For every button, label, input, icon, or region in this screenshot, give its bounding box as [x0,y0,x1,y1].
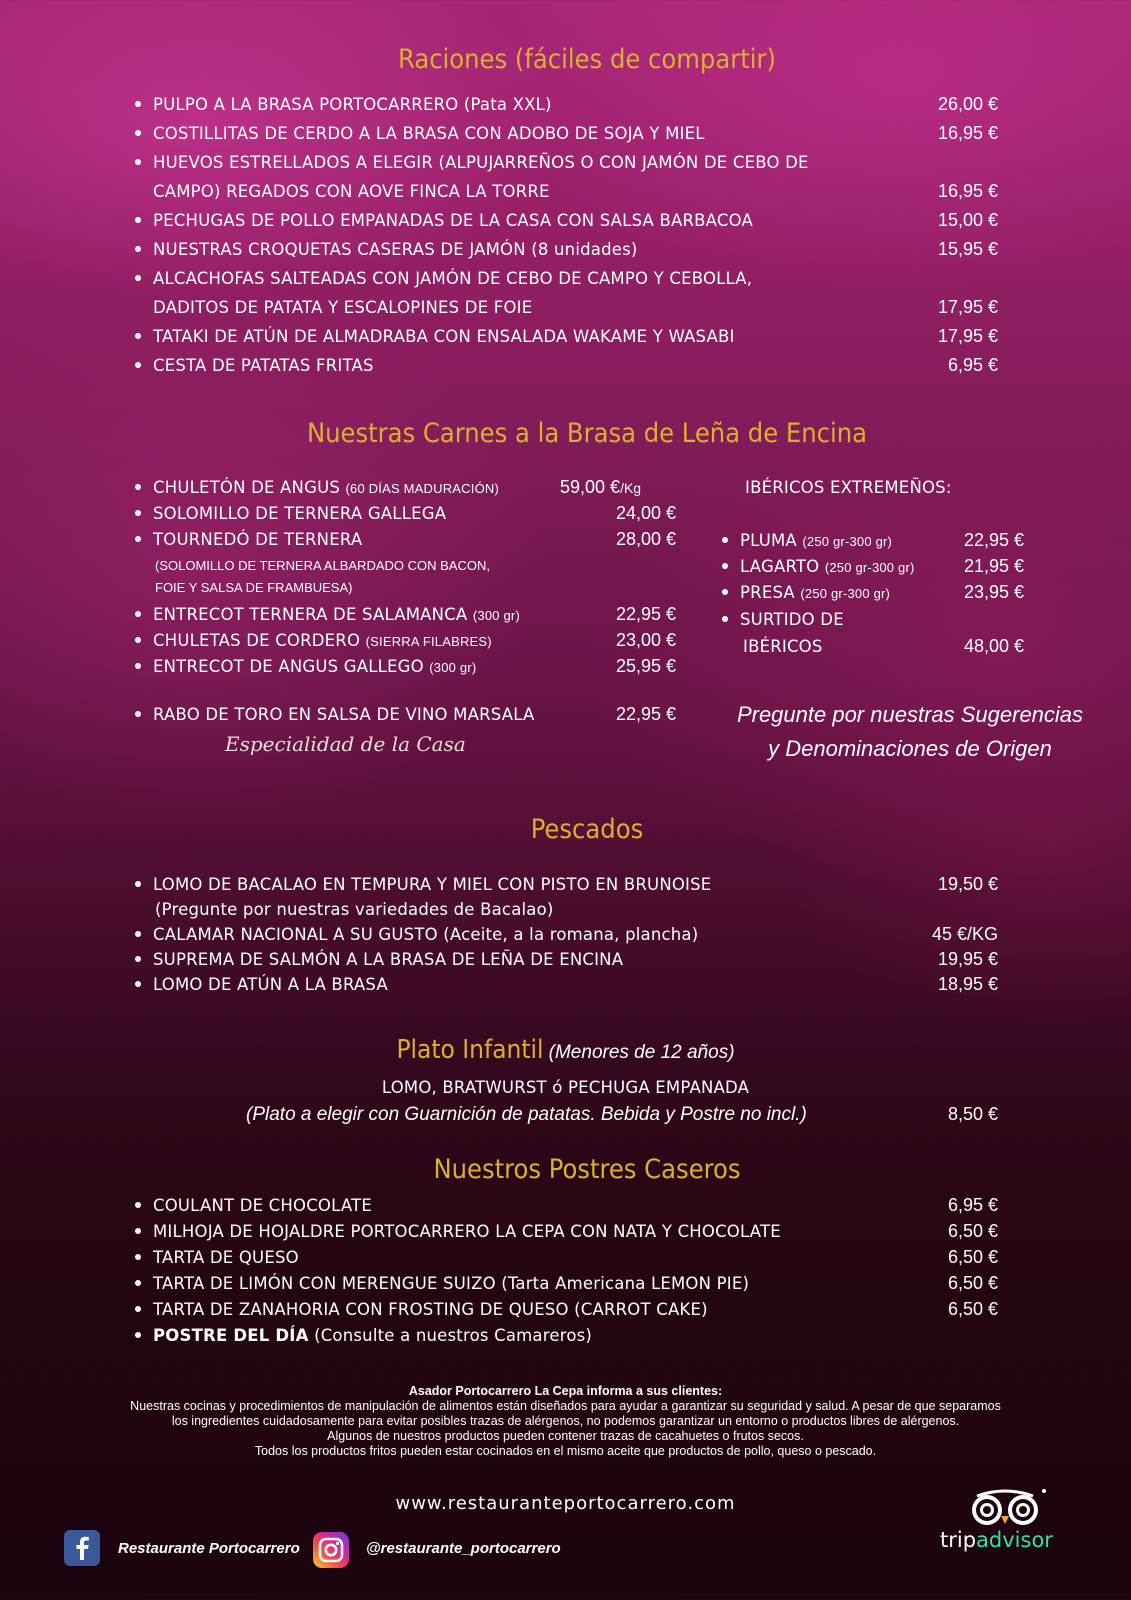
item-price: 18,95 € [937,974,998,994]
item-price: 48,00 € [963,636,1024,656]
facebook-icon[interactable] [64,1530,100,1566]
list-item: ENTRECOT DE ANGUS GALLEGO (300 gr) [135,657,476,676]
bullet-icon [135,1332,141,1338]
list-item-continued: DADITOS DE PATATA Y ESCALOPINES DE FOIE [153,298,533,317]
item-price: 26,00 € [937,94,998,114]
item-price: 16,95 € [937,181,998,201]
list-item: LOMO DE BACALAO EN TEMPURA Y MIEL CON PISTO EN BRUNOISE [135,875,711,894]
infantil-line-1: LOMO, BRATWURST ó PECHUGA EMPANADA [381,1078,750,1097]
facebook-handle[interactable]: Restaurante Portocarrero [118,1540,300,1557]
list-item: TOURNEDÓ DE TERNERA [135,530,362,549]
bullet-icon [135,931,141,937]
item-price: 17,95 € [937,297,998,317]
bullet-icon [135,881,141,887]
instagram-handle[interactable]: @restaurante_portocarrero [366,1540,561,1557]
item-price: 16,95 € [937,123,998,143]
list-item: RABO DE TORO EN SALSA DE VINO MARSALA [135,705,535,724]
item-description: (SOLOMILLO DE TERNERA ALBARDADO CON BACON, [155,558,490,573]
item-price: 21,95 € [963,556,1024,576]
item-price: 6,95 € [947,355,998,375]
bullet-icon [135,510,141,516]
item-price: 45 €/KG [931,924,998,944]
item-price: 19,95 € [937,949,998,969]
item-price: 6,50 € [947,1221,998,1241]
list-item: NUESTRAS CROQUETAS CASERAS DE JAMÓN (8 unidades) [135,240,638,259]
item-price: 8,50 € [947,1104,998,1124]
bullet-icon [135,1202,141,1208]
item-price: 28,00 € [615,529,676,549]
list-item: TARTA DE ZANAHORIA CON FROSTING DE QUESO (CARROT CAKE) [135,1300,708,1319]
list-item: PECHUGAS DE POLLO EMPANADAS DE LA CASA CON SALSA BARBACOA [135,211,753,230]
list-item: PULPO A LA BRASA PORTOCARRERO (Pata XXL) [135,95,552,114]
item-price: 24,00 € [615,503,676,523]
infantil-line-2: (Plato a elegir con Guarnición de patatas. Bebida y Postre no incl.) [246,1104,807,1125]
postres-title: Nuestros Postres Caseros [433,1154,741,1185]
list-item: SOLOMILLO DE TERNERA GALLEGA [135,504,446,523]
bullet-icon [135,956,141,962]
list-item: CHULETAS DE CORDERO (SIERRA FILABRES) [135,631,492,650]
bullet-icon [135,159,141,165]
raciones-title: Raciones (fáciles de compartir) [398,44,776,75]
bullet-icon [135,275,141,281]
list-item: HUEVOS ESTRELLADOS A ELEGIR (ALPUJARREÑOS O CON JAMÓN DE CEBO DE [135,153,809,172]
ibericos-title: IBÉRICOS EXTREMEÑOS: [745,478,952,497]
infantil-subtitle: (Menores de 12 años) [548,1042,735,1063]
list-item: CALAMAR NACIONAL A SU GUSTO (Aceite, a la romana, plancha) [135,925,698,944]
list-item: MILHOJA DE HOJALDRE PORTOCARRERO LA CEPA CON NATA Y CHOCOLATE [135,1222,781,1241]
item-price: 17,95 € [937,326,998,346]
item-description: FOIE Y SALSA DE FRAMBUESA) [155,580,353,595]
item-price: 6,95 € [947,1195,998,1215]
list-item: POSTRE DEL DÍA (Consulte a nuestros Camareros) [135,1326,592,1345]
bullet-icon [135,101,141,107]
item-price: 6,50 € [947,1299,998,1319]
bullet-icon [135,981,141,987]
tripadvisor-owl-icon [963,1488,1047,1528]
list-item: TARTA DE QUESO [135,1248,299,1267]
bullet-icon [135,637,141,643]
bullet-icon [135,484,141,490]
website-link[interactable]: www.restauranteportocarrero.com [395,1493,736,1514]
item-price: 19,50 € [937,874,998,894]
item-price: 22,95 € [615,604,676,624]
list-item: CESTA DE PATATAS FRITAS [135,356,374,375]
list-item: COSTILLITAS DE CERDO A LA BRASA CON ADOBO DE SOJA Y MIEL [135,124,705,143]
list-item: COULANT DE CHOCOLATE [135,1196,372,1215]
bullet-icon [722,589,728,595]
infantil-heading [0,1035,1131,1065]
list-item-continued: IBÉRICOS [743,637,823,656]
list-item: TARTA DE LIMÓN CON MERENGUE SUIZO (Tarta Americana LEMON PIE) [135,1274,749,1293]
bullet-icon [135,611,141,617]
bullet-icon [135,1280,141,1286]
sugerencias-line-1: Pregunte por nuestras Sugerencias [736,702,1084,727]
bullet-icon [135,217,141,223]
bullet-icon [135,663,141,669]
bullet-icon [135,711,141,717]
item-price: 15,95 € [937,239,998,259]
item-price: 22,95 € [963,530,1024,550]
bullet-icon [722,563,728,569]
instagram-icon[interactable] [313,1532,349,1568]
list-item: LOMO DE ATÚN A LA BRASA [135,975,388,994]
tripadvisor-logo[interactable]: tripadvisor [940,1528,1053,1552]
bullet-icon [135,1254,141,1260]
item-price: 6,50 € [947,1247,998,1267]
especialidad-text: Especialidad de la Casa [225,732,466,756]
bullet-icon [135,130,141,136]
item-price: 22,95 € [615,704,676,724]
list-item: SURTIDO DE [722,610,844,629]
item-price: 6,50 € [947,1273,998,1293]
list-item: TATAKI DE ATÚN DE ALMADRABA CON ENSALADA WAKAME Y WASABI [135,327,735,346]
bullet-icon [722,537,728,543]
bullet-icon [135,246,141,252]
list-item: PRESA (250 gr-300 gr) [722,583,890,602]
legal-line-4: Todos los productos fritos pueden estar cocinados en el mismo aceite que productos de pollo, queso o pescado. [254,1444,877,1458]
item-price: 59,00 €/Kg [560,477,642,497]
list-item: PLUMA (250 gr-300 gr) [722,531,892,550]
legal-line-2: los ingredientes cuidadosamente para evitar posibles trazas de alérgenos, no podemos garantizar un entorno o productos libres de alérgenos. [171,1414,960,1428]
item-price: 23,00 € [615,630,676,650]
list-item: CHULETÓN DE ANGUS (60 DÍAS MADURACIÓN) [135,478,499,497]
bullet-icon [135,362,141,368]
legal-line-1: Nuestras cocinas y procedimientos de manipulación de alimentos están diseñados para ayudar a garantizar su seguridad y salud. A pesar de que separamos [130,1399,1001,1413]
list-item: ENTRECOT TERNERA DE SALAMANCA (300 gr) [135,605,520,624]
sugerencias-line-2: y Denominaciones de Origen [768,736,1052,761]
carnes-title: Nuestras Carnes a la Brasa de Leña de Encina [306,418,868,449]
bullet-icon [135,536,141,542]
list-item: ALCACHOFAS SALTEADAS CON JAMÓN DE CEBO DE CAMPO Y CEBOLLA, [135,269,752,288]
bullet-icon [135,333,141,339]
list-item: SUPREMA DE SALMÓN A LA BRASA DE LEÑA DE ENCINA [135,950,623,969]
bullet-icon [722,616,728,622]
legal-title: Asador Portocarrero La Cepa informa a sus clientes: [408,1384,723,1398]
bullet-icon [135,1306,141,1312]
list-item-continued: CAMPO) REGADOS CON AOVE FINCA LA TORRE [153,182,550,201]
infantil-title: Plato Infantil [396,1035,544,1065]
item-price: 23,95 € [963,582,1024,602]
pescados-title: Pescados [530,814,644,845]
item-price: 25,95 € [615,656,676,676]
item-price: 15,00 € [937,210,998,230]
legal-line-3: Algunos de nuestros productos pueden contener trazas de cacahuetes o frutos secos. [327,1429,804,1443]
bullet-icon [135,1228,141,1234]
list-item: LAGARTO (250 gr-300 gr) [722,557,915,576]
list-item-continued: (Pregunte por nuestras variedades de Bacalao) [155,900,554,919]
